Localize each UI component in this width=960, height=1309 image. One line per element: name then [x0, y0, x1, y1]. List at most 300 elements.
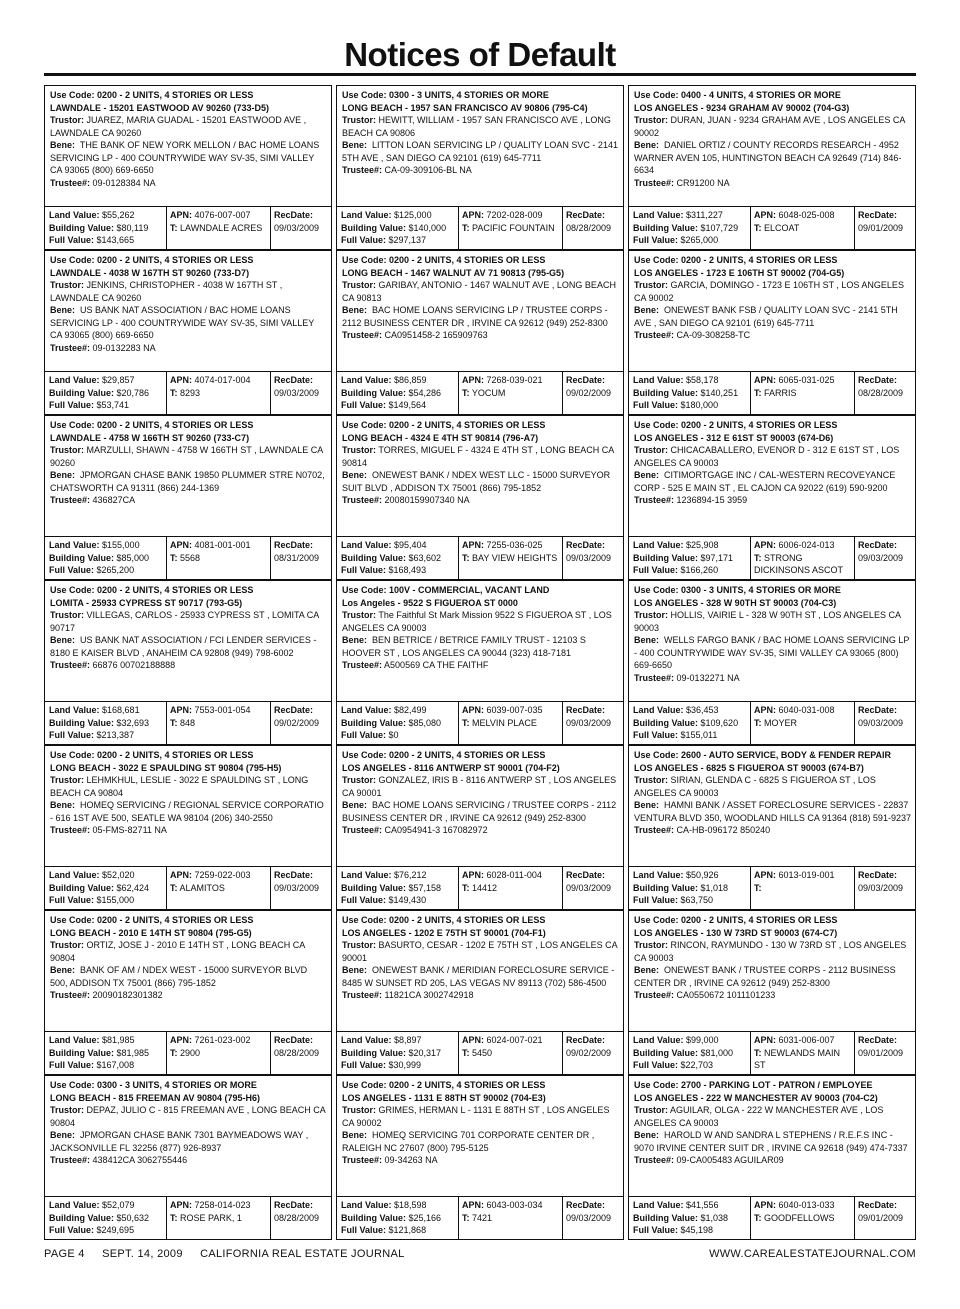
building-value-line: [633, 552, 750, 565]
property-address: LOS ANGELES - 328 W 90TH ST 90003 (704-C3): [634, 597, 837, 608]
apn-line: [170, 209, 270, 222]
trustee-value: 09-0128384 NA: [92, 177, 156, 188]
notice-listing: [336, 580, 624, 745]
bene-value: US BANK NAT ASSOCIATION / FCI LENDER SERVICES - 8180 E KAISER BLVD , ANAHEIM CA 92808 (949) 798-6002: [50, 635, 317, 658]
apn-line: [462, 704, 562, 717]
building-value-line: [49, 1212, 166, 1225]
full-value-label: Full Value:: [633, 1225, 679, 1235]
land-value-line: [341, 1034, 458, 1047]
bene-value: HOMEQ SERVICING / REGIONAL SERVICE CORPORATIO - 616 1ST AVE 500, SEATLE WA 98104 (206) 340-2550: [50, 800, 324, 823]
trustor-line: [50, 279, 327, 304]
full-value: $30,999: [388, 1060, 422, 1070]
property-values: [629, 702, 915, 744]
tract-value: ROSE PARK, 1: [180, 1212, 242, 1223]
trustee-value: 438412CA 3062755446: [92, 1155, 188, 1165]
notice-listing: [628, 85, 916, 250]
bene-value: HOMEQ SERVICING 701 CORPORATE CENTER DR , RALEIGH NC 27607 (800) 795-5125: [342, 1130, 595, 1153]
full-value-line: [341, 234, 458, 247]
trustee-label: Trustee#:: [634, 672, 675, 683]
apn-label: APN:: [170, 1035, 192, 1045]
land-value-line: [633, 1034, 750, 1047]
trustor-line: [634, 939, 911, 964]
full-value-line: [633, 1059, 750, 1072]
trustee-value: 09-0132283 NA: [92, 342, 156, 353]
land-value-label: Land Value:: [633, 870, 684, 880]
full-value-line: [341, 1059, 458, 1072]
apn-column: [167, 1197, 271, 1239]
full-value-line: [341, 399, 458, 412]
apn-column: [751, 867, 855, 909]
bene-value: ONEWEST BANK / MERIDIAN FORECLOSURE SERVICE - 8485 W SUNSET RD 205, LAS VEGAS NV 89113 (702) 586-4500: [342, 965, 615, 988]
bene-line: [634, 964, 911, 989]
full-value-label: Full Value:: [633, 565, 679, 575]
building-value-label: Building Value:: [49, 387, 115, 398]
use-code: Use Code: 0300 - 3 UNITS, 4 STORIES OR MORE: [634, 585, 841, 595]
apn-column: [751, 372, 855, 414]
tract-value: LAWNDALE ACRES: [180, 222, 263, 233]
tract-line: [754, 882, 854, 895]
tract-line: [754, 1047, 854, 1072]
tract-value: 848: [180, 717, 196, 728]
land-value-label: Land Value:: [49, 210, 100, 220]
tract-line: [754, 552, 854, 577]
recdate-column: [563, 372, 623, 414]
notice-listing: [44, 580, 332, 745]
apn-label: APN:: [170, 210, 192, 220]
land-value: $76,212: [394, 870, 427, 880]
tract-label: T:: [462, 1212, 470, 1223]
property-address: LOMITA - 25933 CYPRESS ST 90717 (793-G5): [50, 597, 243, 608]
building-value-line: [633, 222, 750, 235]
notice-details: [45, 581, 331, 702]
building-value-line: [633, 717, 750, 730]
apn-column: [459, 537, 563, 579]
trustee-value: CA0951458-2 165909763: [384, 330, 488, 340]
apn-label: APN:: [754, 540, 776, 550]
apn-line: [170, 704, 270, 717]
notice-listing: [628, 415, 916, 580]
use-code: Use Code: 2600 - AUTO SERVICE, BODY & FENDER REPAIR: [634, 750, 892, 760]
full-value-label: Full Value:: [633, 1060, 679, 1070]
land-value: $58,178: [686, 375, 719, 385]
use-code: Use Code: 0200 - 2 UNITS, 4 STORIES OR LESS: [50, 750, 254, 760]
values-column: [337, 1032, 459, 1074]
bene-label: Bene:: [342, 1130, 368, 1140]
bene-label: Bene:: [634, 635, 660, 645]
recdate-value: 08/28/2009: [858, 387, 904, 398]
use-code: Use Code: 0200 - 2 UNITS, 4 STORIES OR LESS: [342, 420, 546, 430]
trustor-line: [342, 1104, 619, 1129]
use-code: Use Code: 0200 - 2 UNITS, 4 STORIES OR LESS: [634, 420, 838, 430]
bene-line: [634, 469, 911, 494]
property-address: LONG BEACH - 4324 E 4TH ST 90814 (796-A7): [342, 432, 539, 443]
full-value-label: Full Value:: [49, 895, 95, 905]
full-value-line: [341, 564, 458, 577]
tract-label: T:: [462, 387, 470, 398]
building-value-label: Building Value:: [633, 717, 699, 728]
building-value: $63,602: [408, 552, 442, 563]
use-code: Use Code: 0200 - 2 UNITS, 4 STORIES OR LESS: [50, 90, 254, 100]
notice-row: [44, 415, 917, 580]
bene-line: [342, 799, 619, 824]
property-values: [45, 372, 331, 414]
land-value: $95,404: [394, 540, 427, 550]
property-address: LOS ANGELES - 312 E 61ST ST 90003 (674-D6): [634, 432, 834, 443]
bene-value: JPMORGAN CHASE BANK 19850 PLUMMER STRE N0702, CHATSWORTH CA 91311 (866) 244-1369: [50, 470, 325, 493]
trustor-label: Trustor:: [634, 280, 669, 290]
trustor-value: JENKINS, CHRISTOPHER - 4038 W 167TH ST , LAWNDALE CA 90260: [50, 280, 283, 303]
apn-label: APN:: [170, 705, 192, 715]
trustor-label: Trustor:: [342, 115, 377, 125]
land-value-label: Land Value:: [341, 540, 392, 550]
notice-details: [45, 251, 331, 372]
property-values: [45, 1032, 331, 1074]
notice-listing: [44, 745, 332, 910]
land-value-line: [633, 209, 750, 222]
tract-value: 5450: [472, 1047, 493, 1058]
apn-value: 7261-023-002: [194, 1035, 251, 1045]
full-value-line: [633, 1224, 750, 1237]
trustee-label: Trustee#:: [342, 495, 383, 505]
apn-value: 6040-031-008: [778, 705, 835, 715]
trustor-value: ORTIZ, JOSE J - 2010 E 14TH ST , LONG BEACH CA 90804: [50, 940, 305, 963]
tract-value: NEWLANDS MAIN ST: [754, 1047, 841, 1070]
building-value-label: Building Value:: [341, 387, 407, 398]
land-value-label: Land Value:: [633, 705, 684, 715]
recdate-column: [271, 207, 331, 249]
building-value-line: [341, 717, 458, 730]
full-value-line: [633, 564, 750, 577]
tract-label: T:: [170, 387, 178, 398]
trustee-label: Trustee#:: [50, 495, 91, 505]
full-value: $155,011: [680, 730, 718, 740]
trustee-value: CA0550672 1011101233: [676, 990, 776, 1000]
tract-value: 7421: [472, 1212, 493, 1223]
apn-label: APN:: [170, 540, 192, 550]
trustor-label: Trustor:: [50, 1105, 85, 1115]
bene-line: [50, 799, 327, 824]
apn-label: APN:: [462, 705, 484, 715]
tract-value: BAY VIEW HEIGHTS: [472, 552, 558, 563]
land-value-label: Land Value:: [633, 375, 684, 385]
notice-listing: [628, 250, 916, 415]
tract-line: [754, 387, 854, 400]
recdate-column: [855, 1197, 915, 1239]
notice-listing: [336, 250, 624, 415]
apn-line: [754, 1199, 854, 1212]
recdate-column: [563, 1032, 623, 1074]
trustee-label: Trustee#:: [50, 177, 91, 188]
bene-label: Bene:: [50, 965, 76, 975]
notice-listing: [44, 250, 332, 415]
apn-column: [751, 207, 855, 249]
trustee-line: [342, 989, 619, 1002]
building-value-label: Building Value:: [633, 1212, 699, 1223]
bene-value: BAC HOME LOANS SERVICING LP / TRUSTEE CORPS - 2112 BUSINESS CENTER DR , IRVINE CA 92612 (949) 252-8300: [342, 305, 608, 328]
tract-line: [462, 222, 562, 235]
values-column: [337, 867, 459, 909]
recdate-value: 08/28/2009: [274, 1047, 320, 1058]
tract-value: GOODFELLOWS: [764, 1212, 835, 1223]
notice-row: [44, 1075, 917, 1240]
recdate-label: RecDate:: [566, 870, 606, 880]
full-value: $166,260: [680, 565, 719, 575]
bene-line: [50, 304, 327, 342]
values-column: [629, 1197, 751, 1239]
property-address: Los Angeles - 9522 S FIGUEROA ST 0000: [342, 597, 518, 608]
apn-label: APN:: [754, 1200, 776, 1210]
building-value-line: [341, 882, 458, 895]
values-column: [337, 702, 459, 744]
apn-value: 7268-039-021: [486, 375, 543, 385]
recdate-label: RecDate:: [858, 1200, 898, 1210]
building-value: $85,080: [408, 717, 442, 728]
apn-column: [167, 1032, 271, 1074]
land-value-label: Land Value:: [341, 1200, 392, 1210]
notice-listing: [44, 85, 332, 250]
tract-line: [170, 222, 270, 235]
building-value-label: Building Value:: [49, 1212, 115, 1223]
notice-details: [629, 581, 915, 702]
recdate-label: RecDate:: [858, 705, 898, 715]
full-value: $63,750: [680, 895, 714, 905]
full-value: $180,000: [680, 400, 719, 410]
building-value-label: Building Value:: [633, 222, 699, 233]
full-value-label: Full Value:: [341, 235, 387, 245]
property-address: LOS ANGELES - 8116 ANTWERP ST 90001 (704-F2): [342, 762, 560, 773]
land-value-label: Land Value:: [341, 210, 392, 220]
notice-row: [44, 85, 917, 250]
apn-value: 4076-007-007: [194, 210, 251, 220]
bene-value: BEN BETRICE / BETRICE FAMILY TRUST - 12103 S HOOVER ST , LOS ANGELES CA 90044 (323) 418-7181: [342, 635, 586, 658]
use-code: Use Code: 0200 - 2 UNITS, 4 STORIES OR LESS: [342, 915, 546, 925]
recdate-value: 09/02/2009: [566, 387, 612, 398]
notice-details: [337, 1076, 623, 1197]
bene-line: [342, 964, 619, 989]
tract-label: T:: [170, 1212, 178, 1223]
apn-label: APN:: [462, 540, 484, 550]
bene-label: Bene:: [50, 1130, 76, 1140]
notice-listing: [628, 910, 916, 1075]
apn-line: [462, 1199, 562, 1212]
full-value-label: Full Value:: [633, 400, 679, 410]
recdate-label: RecDate:: [858, 210, 898, 220]
notice-details: [629, 746, 915, 867]
property-values: [337, 702, 623, 744]
trustor-label: Trustor:: [50, 445, 85, 455]
tract-label: T:: [754, 882, 762, 893]
tract-label: T:: [754, 387, 762, 398]
trustor-value: LEHMKHUL, LESLIE - 3022 E SPAULDING ST , LONG BEACH CA 90804: [50, 775, 309, 798]
trustee-label: Trustee#:: [634, 825, 675, 835]
apn-value: 4081-001-001: [194, 540, 251, 550]
bene-value: LITTON LOAN SERVICING LP / QUALITY LOAN SVC - 2141 5TH AVE , SAN DIEGO CA 92101 (619) 645-7711: [342, 140, 618, 163]
trustor-label: Trustor:: [50, 610, 85, 620]
trustor-line: [634, 774, 911, 799]
property-values: [629, 537, 915, 579]
land-value-line: [49, 539, 166, 552]
trustee-label: Trustee#:: [342, 660, 383, 670]
apn-label: APN:: [462, 210, 484, 220]
notice-details: [337, 911, 623, 1032]
apn-line: [170, 539, 270, 552]
building-value-line: [341, 1047, 458, 1060]
bene-line: [342, 634, 619, 659]
trustee-value: A500569 CA THE FAITHF: [384, 660, 489, 670]
values-column: [629, 537, 751, 579]
building-value: $80,119: [116, 222, 149, 233]
tract-label: T:: [462, 552, 470, 563]
land-value-label: Land Value:: [633, 210, 684, 220]
trustor-line: [634, 1104, 911, 1129]
full-value-line: [49, 564, 166, 577]
values-column: [629, 1032, 751, 1074]
values-column: [45, 1032, 167, 1074]
property-values: [629, 1197, 915, 1239]
trustor-label: Trustor:: [50, 280, 85, 290]
apn-column: [459, 1032, 563, 1074]
bene-line: [634, 304, 911, 329]
notice-details: [337, 746, 623, 867]
notice-listing: [336, 910, 624, 1075]
footer-url[interactable]: WWW.CAREALESTATEJOURNAL.COM: [709, 1248, 916, 1260]
notice-listing: [628, 745, 916, 910]
page-title: Notices of Default: [344, 36, 616, 73]
building-value-label: Building Value:: [341, 552, 407, 563]
building-value: $57,158: [408, 882, 442, 893]
apn-column: [167, 702, 271, 744]
land-value: $125,000: [394, 210, 432, 220]
tract-value: 5568: [180, 552, 201, 563]
building-value-line: [341, 387, 458, 400]
tract-line: [462, 717, 562, 730]
apn-label: APN:: [754, 1035, 776, 1045]
trustor-line: [50, 1104, 327, 1129]
bene-value: CITIMORTGAGE INC / CAL-WESTERN RECOVEYANCE CORP - 525 E MAIN ST , EL CAJON CA 92022 (619) 590-9200: [634, 470, 896, 493]
apn-value: 6013-019-001: [778, 870, 835, 880]
full-value-label: Full Value:: [341, 895, 387, 905]
recdate-column: [855, 702, 915, 744]
bene-label: Bene:: [50, 470, 76, 480]
trustee-line: [634, 989, 911, 1002]
property-values: [337, 372, 623, 414]
notice-listing: [44, 910, 332, 1075]
building-value-line: [49, 882, 166, 895]
tract-value: ELCOAT: [764, 222, 800, 233]
tract-line: [170, 1212, 270, 1225]
land-value-line: [633, 869, 750, 882]
trustee-line: [342, 164, 619, 177]
apn-line: [462, 209, 562, 222]
tract-label: T:: [170, 717, 178, 728]
property-values: [337, 1197, 623, 1239]
recdate-label: RecDate:: [274, 540, 314, 550]
bene-label: Bene:: [634, 965, 660, 975]
property-values: [337, 537, 623, 579]
values-column: [337, 372, 459, 414]
bene-value: ONEWEST BANK FSB / QUALITY LOAN SVC - 2141 5TH AVE , SAN DIEGO CA 92101 (619) 645-7711: [634, 305, 898, 328]
building-value-label: Building Value:: [49, 1047, 115, 1058]
property-values: [45, 207, 331, 249]
recdate-label: RecDate:: [566, 210, 606, 220]
apn-value: 6065-031-025: [778, 375, 835, 385]
notice-listing: [336, 415, 624, 580]
property-values: [45, 537, 331, 579]
values-column: [45, 537, 167, 579]
building-value-line: [633, 882, 750, 895]
notice-listing: [628, 580, 916, 745]
trustee-value: CA-09-308258-TC: [676, 330, 751, 340]
notice-row: [44, 250, 917, 415]
recdate-column: [563, 702, 623, 744]
building-value: $85,000: [116, 552, 150, 563]
recdate-label: RecDate:: [858, 540, 898, 550]
bene-line: [50, 139, 327, 177]
recdate-value: 08/28/2009: [566, 222, 612, 233]
land-value-label: Land Value:: [49, 1200, 100, 1210]
full-value: $168,493: [388, 565, 427, 575]
trustor-line: [342, 609, 619, 634]
building-value-label: Building Value:: [633, 552, 699, 563]
trustee-value: 20080159907340 NA: [384, 495, 470, 505]
tract-line: [170, 387, 270, 400]
trustor-label: Trustor:: [634, 775, 669, 785]
tract-value: YOCUM: [471, 387, 506, 398]
trustee-value: 1236894-15 3959: [676, 495, 748, 505]
apn-value: 6043-003-034: [486, 1200, 543, 1210]
trustor-line: [50, 774, 327, 799]
trustee-line: [634, 329, 911, 342]
apn-column: [459, 1197, 563, 1239]
apn-column: [751, 702, 855, 744]
apn-label: APN:: [754, 375, 776, 385]
building-value: $20,317: [408, 1047, 442, 1058]
recdate-value: 09/01/2009: [858, 1212, 904, 1223]
property-values: [629, 867, 915, 909]
trustor-label: Trustor:: [634, 445, 669, 455]
trustee-label: Trustee#:: [634, 495, 675, 505]
tract-line: [754, 717, 854, 730]
building-value-line: [49, 552, 166, 565]
trustee-label: Trustee#:: [342, 330, 383, 340]
trustor-value: BASURTO, CESAR - 1202 E 75TH ST , LOS ANGELES CA 90001: [342, 940, 618, 963]
apn-label: APN:: [462, 1035, 484, 1045]
land-value-line: [341, 869, 458, 882]
recdate-column: [855, 1032, 915, 1074]
recdate-column: [271, 1197, 331, 1239]
footer-publication: CALIFORNIA REAL ESTATE JOURNAL: [200, 1248, 405, 1260]
land-value: $86,859: [394, 375, 427, 385]
bene-value: ONEWEST BANK / NDEX WEST LLC - 15000 SURVEYOR SUIT BLVD , ADDISON TX 75001 (866) 795-1852: [342, 470, 611, 493]
building-value: $62,424: [116, 882, 150, 893]
property-values: [629, 1032, 915, 1074]
bene-label: Bene:: [342, 470, 368, 480]
values-column: [629, 207, 751, 249]
notice-row: [44, 745, 917, 910]
apn-value: 7259-022-003: [194, 870, 251, 880]
apn-label: APN:: [462, 1200, 484, 1210]
land-value: $155,000: [102, 540, 140, 550]
recdate-label: RecDate:: [274, 1035, 314, 1045]
recdate-column: [271, 1032, 331, 1074]
recdate-column: [563, 207, 623, 249]
tract-label: T:: [754, 552, 762, 563]
trustee-line: [342, 494, 619, 507]
trustor-line: [634, 279, 911, 304]
trustee-value: 05-FMS-82711 NA: [92, 825, 167, 835]
tract-line: [170, 1047, 270, 1060]
tract-line: [462, 552, 562, 565]
